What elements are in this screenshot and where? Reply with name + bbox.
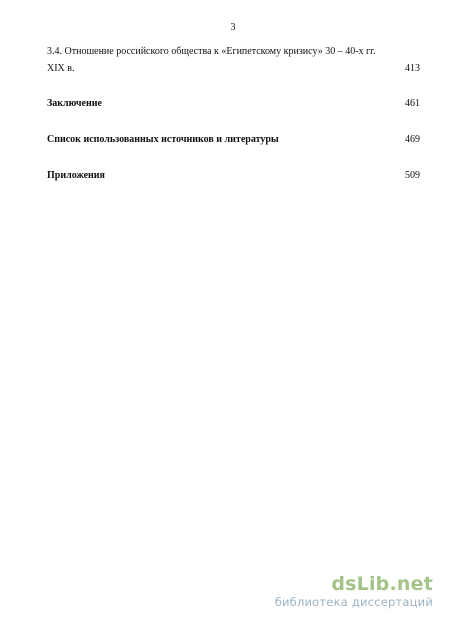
toc-page-number: 461: [405, 98, 420, 109]
toc-entry-title-continuation: XIX в.: [47, 63, 75, 74]
toc-page-number: 509: [405, 170, 420, 181]
toc-entry-conclusion: [47, 98, 420, 109]
dslib-logo: dsLib.net: [331, 573, 433, 595]
page-number: 3: [230, 22, 236, 33]
toc-entry-section-3-4: [47, 46, 420, 74]
toc-entry-appendices: [47, 170, 420, 181]
toc-page-number: 469: [405, 134, 420, 145]
toc-entry-title-line-1: 3.4. Отношение российского общества к «Египетскому кризису» 30 – 40-х гг.: [47, 46, 376, 57]
dslib-watermark: [275, 573, 433, 609]
toc-entry-title-line-2: [47, 63, 420, 74]
toc-entry-title: Заключение: [47, 98, 102, 109]
toc-page-number: 413: [405, 63, 420, 74]
toc-entry-title: Приложения: [47, 170, 105, 181]
toc-entry-bibliography: [47, 134, 420, 145]
dslib-subtitle: библиотека диссертаций: [274, 595, 433, 609]
toc-entry-title: Список использованных источников и литературы: [47, 134, 279, 145]
